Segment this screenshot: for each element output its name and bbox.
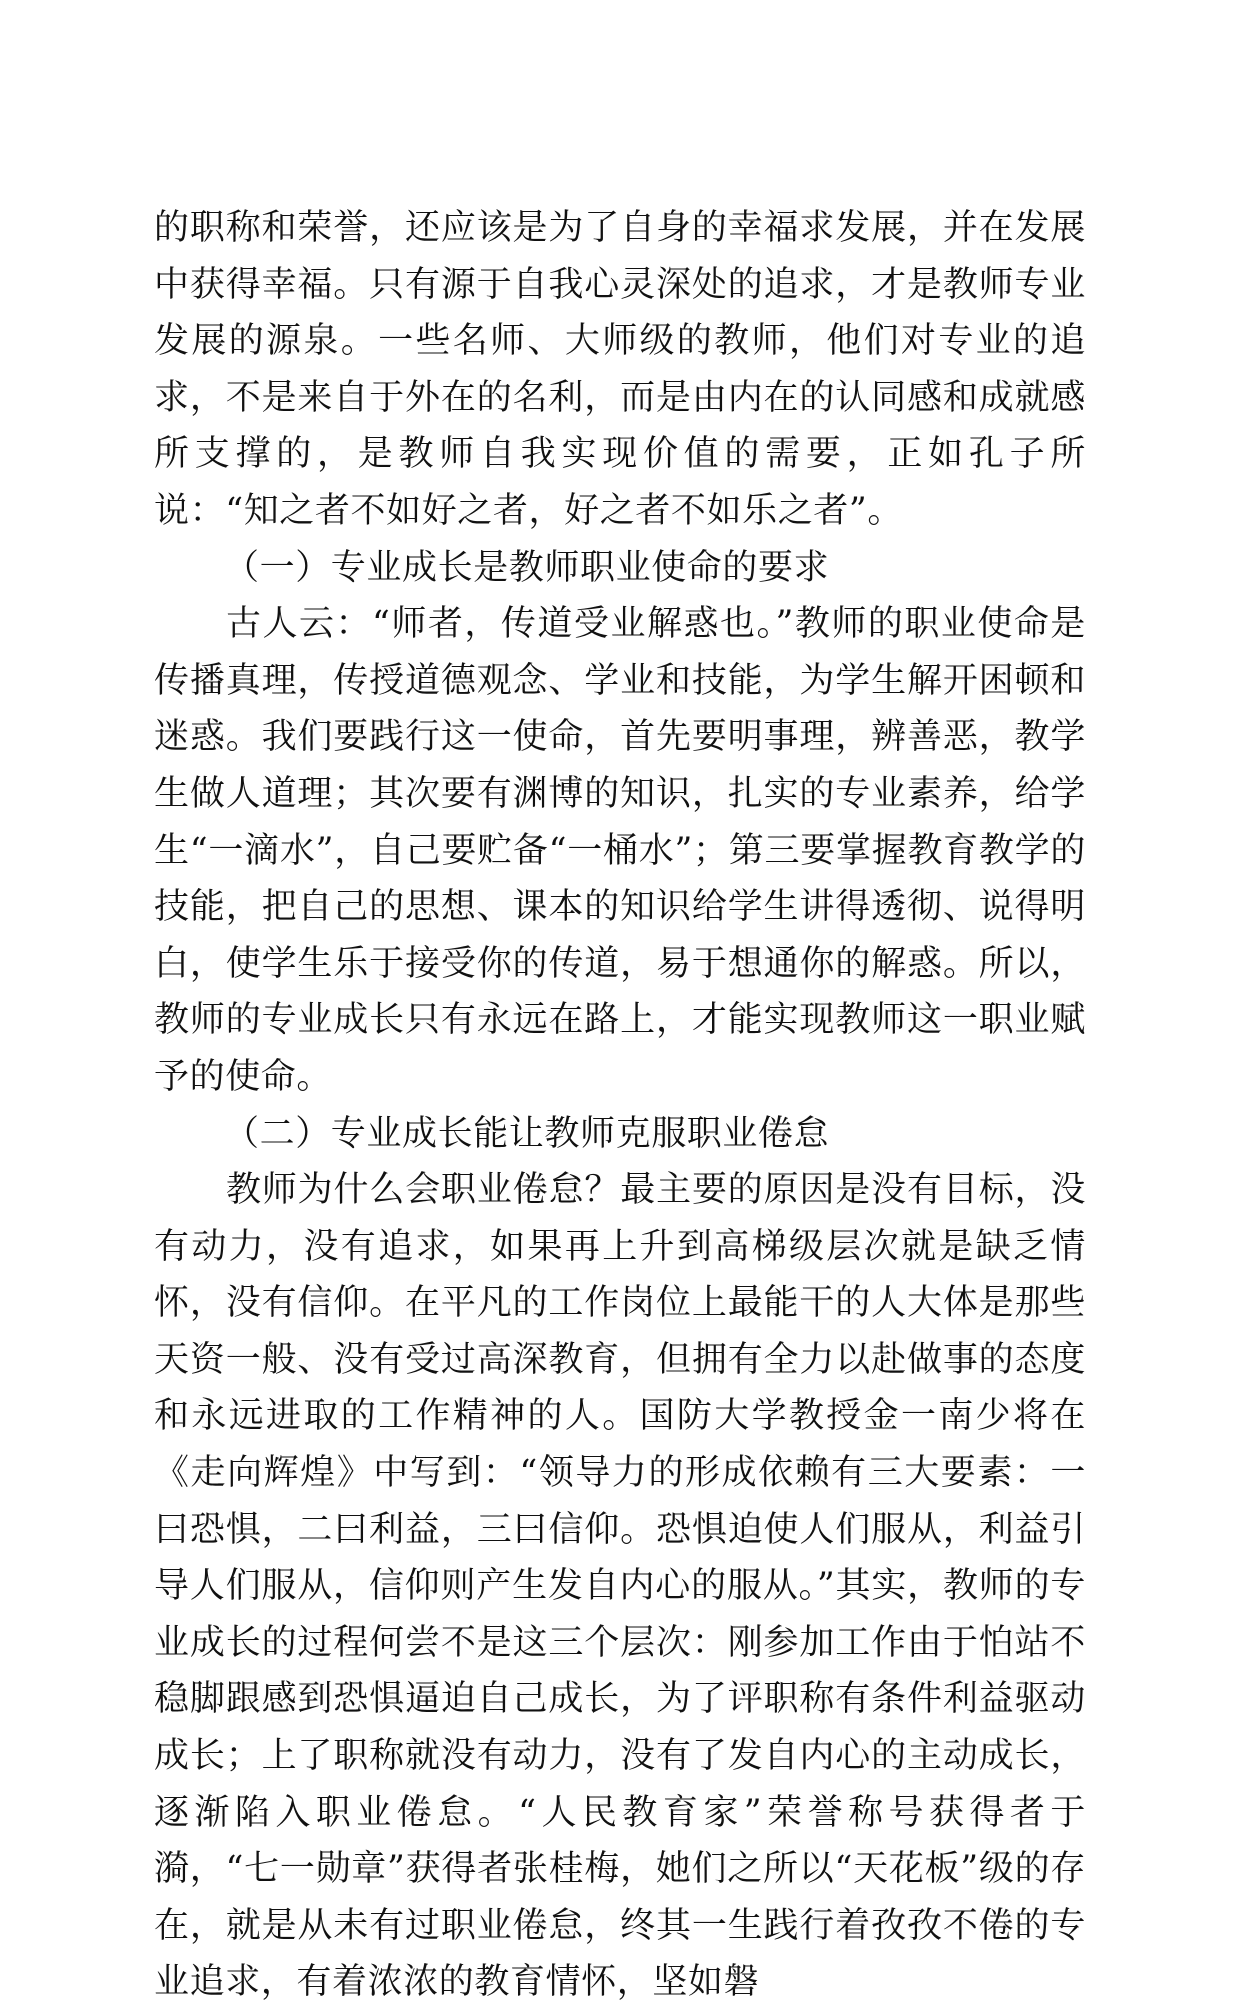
body-paragraph-mission: 古人云：“师者，传道受业解惑也。”教师的职业使命是传播真理，传授道德观念、学业和技能，为学生解开困顿和迷惑。我们要践行这一使命，首先要明事理，辨善恶，教学生做人道理；其次要有渊博的知识，扎实的专业素养，给学生“一滴水”，自己要贮备“一桶水”；第三要掌握教育教学的技能，把自己的思想、课本的知识给学生讲得透彻、说得明白，使学生乐于接受你的传道，易于想通你的解惑。所以，教师的专业成长只有永远在路上，才能实现教师这一职业赋予的使命。 (154, 604, 1086, 1097)
section-heading-1: （一）专业成长是教师职业使命的要求 (224, 547, 830, 588)
section-heading-2: （二）专业成长能让教师克服职业倦怠 (224, 1113, 830, 1154)
body-paragraph-burnout: 教师为什么会职业倦怠？最主要的原因是没有目标，没有动力，没有追求，如果再上升到高梯级层次就是缺乏情怀，没有信仰。在平凡的工作岗位上最能干的人大体是那些天资一般、没有受过高深教育，但拥有全力以赴做事的态度和永远进取的工作精神的人。国防大学教授金一南少将在《走向辉煌》中写到：“领导力的形成依赖有三大要素：一曰恐惧，二曰利益，三曰信仰。恐惧迫使人们服从，利益引导人们服从，信仰则产生发自内心的服从。”其实，教师的专业成长的过程何尝不是这三个层次：刚参加工作由于怕站不稳脚跟感到恐惧逼迫自己成长，为了评职称有条件利益驱动成长；上了职称就没有动力，没有了发自内心的主动成长，逐渐陷入职业倦怠。“人民教育家”荣誉称号获得者于漪，“七一勋章”获得者张桂梅，她们之所以“天花板”级的存在，就是从未有过职业倦怠，终其一生践行着孜孜不倦的专业追求，有着浓浓的教育情怀，坚如磐 (154, 1170, 1086, 2003)
document-body (154, 200, 1086, 2011)
body-paragraph-continued: 的职称和荣誉，还应该是为了自身的幸福求发展，并在发展中获得幸福。只有源于自我心灵深处的追求，才是教师专业发展的源泉。一些名师、大师级的教师，他们对专业的追求，不是来自于外在的名利，而是由内在的认同感和成就感所支撑的，是教师自我实现价值的需要，正如孔子所说：“知之者不如好之者，好之者不如乐之者”。 (154, 208, 1086, 531)
